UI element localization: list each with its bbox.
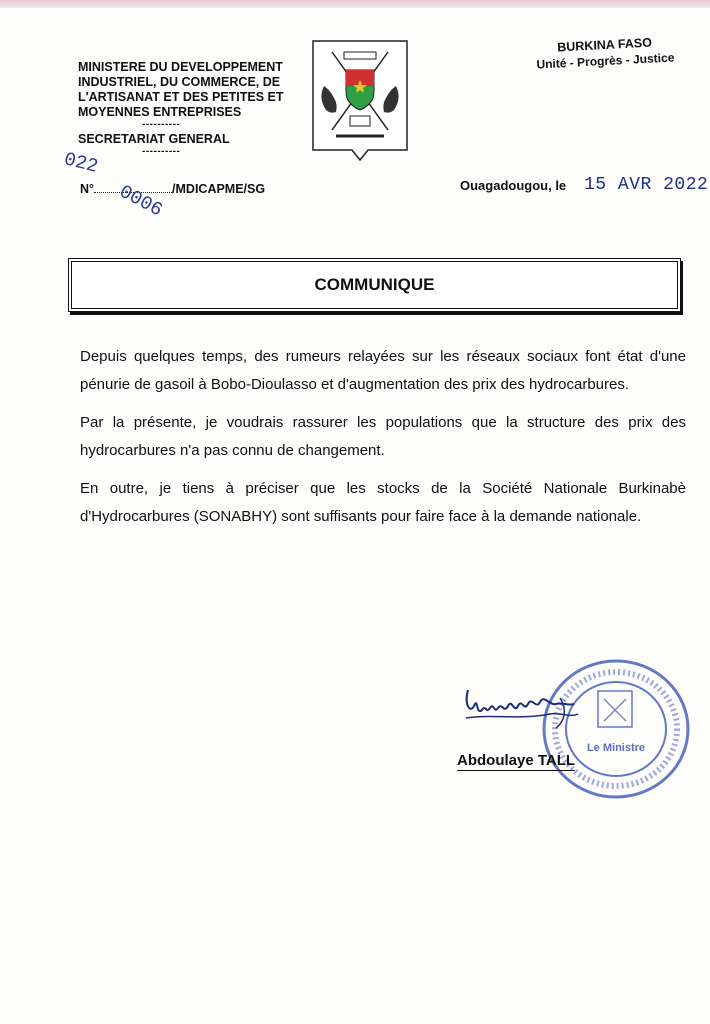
secretariat-title: SECRETARIAT GENERAL [78, 132, 230, 146]
signature-stroke [467, 690, 574, 711]
ref-suffix: /MDICAPME/SG [172, 182, 266, 196]
body-paragraph: Par la présente, je voudrais rassurer les populations que la structure des prix des hydrocarbures n'a pas connu de changement. [80, 414, 686, 459]
communique-body [80, 343, 686, 541]
seal-emblem-detail [604, 699, 626, 721]
ministry-line: MINISTERE DU DEVELOPPEMENT [78, 60, 283, 74]
handwritten-ref-part-a: 022 [61, 148, 101, 178]
reference-number [80, 182, 265, 196]
ministry-header [78, 60, 308, 157]
place-label: Ouagadougou, le [460, 178, 567, 193]
body-paragraph: Depuis quelques temps, des rumeurs relayées sur les réseaux sociaux font état d'une pénurie de gasoil à Bobo-Dioulasso et d'augmentation des prix des hydrocarbures. [80, 348, 686, 393]
handwritten-ref-part-b: 0006 [115, 180, 167, 222]
country-name: BURKINA FASO [556, 35, 653, 55]
date-stamp: 15 AVR 2022 [584, 175, 709, 195]
header-separator-2: ---------- [142, 146, 181, 157]
header-separator: ---------- [142, 119, 181, 130]
ministry-line: INDUSTRIEL, DU COMMERCE, DE [78, 75, 281, 89]
signature-underline [466, 714, 578, 718]
top-edge-strip [0, 0, 710, 8]
handwritten-signature [460, 684, 590, 740]
signature-flourish [556, 698, 564, 728]
signer-name: Abdoulaye TALL [457, 752, 576, 769]
title-box [68, 258, 681, 312]
body-paragraph: En outre, je tiens à préciser que les stocks de la Société Nationale Burkinabè d'Hydrocarbures (SONABHY) sont suffisants pour faire face à la demande nationale. [80, 480, 686, 525]
coat-of-arms-emblem [310, 38, 410, 164]
seal-title-text: Le Ministre [586, 742, 646, 754]
ref-prefix: N° [80, 182, 95, 196]
ministry-line: MOYENNES ENTREPRISES [78, 105, 242, 119]
document-title: COMMUNIQUE [71, 261, 678, 309]
country-block [519, 33, 690, 74]
ministry-line: L'ARTISANAT ET DES PETITES ET [78, 90, 284, 104]
country-motto: Unité - Progrès - Justice [536, 50, 675, 72]
